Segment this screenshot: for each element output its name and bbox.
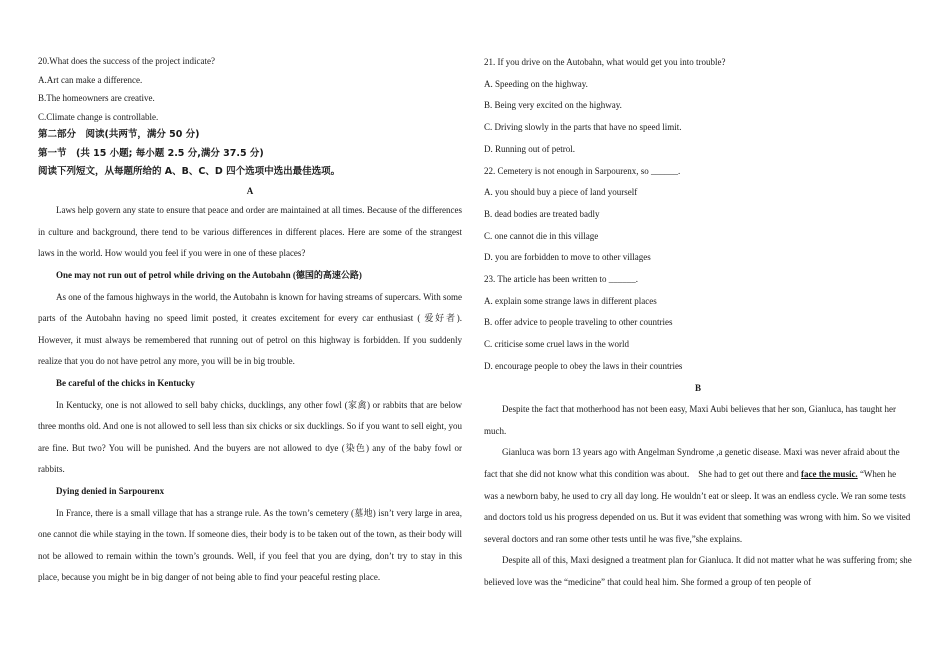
question-20-stem: 20.What does the success of the project indicate?	[38, 56, 215, 66]
question-20	[38, 52, 462, 126]
question-22-option-c: C. one cannot die in this village	[484, 230, 599, 241]
passage-a-heading-sarpourenx: Dying denied in Sarpourenx	[56, 485, 165, 496]
passage-b-paragraph-1: Despite the fact that motherhood has not been easy, Maxi Aubi believes that her son, Gianluca, has taught her much.	[484, 404, 897, 436]
underlined-phrase: face the music.	[800, 469, 858, 480]
question-23	[484, 269, 912, 378]
question-22-option-a: A. you should buy a piece of land yourself	[484, 187, 638, 198]
passage-a-paragraph-sarpourenx: In France, there is a small village that has a strange rule. As the town’s cemetery (墓地) isn’t very large in area, one cannot die while staying in the town. If someone dies, their body is to be taken out of the town, as their body will not be allowed to remain within the town’s grounds. Well, if you feel that you are dying, don’t try to stay in this place, because you might be in big danger of not being able to find your peaceful resting place.	[38, 507, 462, 583]
passage-b-label: B	[694, 382, 701, 393]
part2-title: 第二部分 阅读(共两节，满分 50 分)	[38, 129, 200, 141]
reading-instruction: 阅读下列短文，从每题所给的 A、B、C、D 四个选项中选出最佳选项。	[38, 166, 341, 178]
passage-b-paragraph-2-end: “When he was a newborn baby, he used to cry all day long. He wouldn’t eat or sleep. It was an endless cycle. We ran some tests and doctors told us his progress depended on us. But it was evident that something was wrong with him. So we visited several doctors and ran some other tests until he was five,”she explains.	[484, 469, 911, 544]
right-column	[484, 52, 912, 594]
question-23-stem: 23. The article has been written to ______.	[484, 274, 639, 285]
question-21-option-a: A. Speeding on the highway.	[484, 78, 588, 89]
question-23-option-a: A. explain some strange laws in different places	[484, 295, 657, 306]
passage-b-paragraph-2-start: Gianluca was born 13 years ago with Angelman Syndrome ,a genetic disease. Maxi was never afraid about the fact that she did not know what this condition was about. She had to get out there and	[484, 447, 900, 480]
passage-a-heading-kentucky: Be careful of the chicks in Kentucky	[56, 377, 195, 388]
question-23-option-c: C. criticise some cruel laws in the world	[484, 339, 629, 350]
question-23-option-d: D. encourage people to obey the laws in their countries	[484, 360, 683, 371]
question-22-option-d: D. you are forbidden to move to other villages	[484, 252, 651, 263]
passage-b-paragraph-2	[484, 442, 912, 550]
passage-b-paragraph-3: Despite all of this, Maxi designed a treatment plan for Gianluca. It did not matter what he was suffering from; she believed love was the “medicine” that could heal him. She formed a group of ten people of	[484, 555, 912, 587]
question-21-option-c: C. Driving slowly in the parts that have no speed limit.	[484, 122, 682, 133]
left-column	[38, 52, 462, 589]
question-20-option-b: B.The homeowners are creative.	[38, 93, 155, 104]
question-21-option-b: B. Being very excited on the highway.	[484, 100, 622, 111]
passage-a-heading-autobahn: One may not run out of petrol while driving on the Autobahn (德国的高速公路)	[56, 269, 362, 280]
question-23-option-b: B. offer advice to people traveling to other countries	[484, 317, 673, 328]
section1-title: 第一节 (共 15 小题; 每小题 2.5 分,满分 37.5 分)	[38, 147, 264, 159]
question-21-stem: 21. If you drive on the Autobahn, what would get you into trouble?	[484, 57, 726, 67]
question-20-option-c: C.Climate change is controllable.	[38, 111, 159, 122]
passage-a-label: A	[246, 185, 254, 196]
question-22-stem: 22. Cemetery is not enough in Sarpourenx, so ______.	[484, 165, 681, 176]
passage-a-paragraph-autobahn: As one of the famous highways in the world, the Autobahn is known for having streams of supercars. With some parts of the Autobahn having no speed limit posted, it creates excitement for every car enthusiast ( 爱好者). However, it must always be remembered that running out of petrol on this highway is forbidden. If you suddenly realize that you do not have petrol any more, you will be in big trouble.	[38, 291, 462, 367]
question-22-option-b: B. dead bodies are treated badly	[484, 208, 600, 219]
passage-a-paragraph-kentucky: In Kentucky, one is not allowed to sell baby chicks, ducklings, any other fowl (家禽) or rabbits that are below three months old. And one is not allowed to sell less than six chicks or six ducklings. So if you want to sell eight, you are fine. But two? You will be punished. And the buyers are not allowed to dye (染色) any of the baby fowl or rabbits.	[38, 399, 462, 475]
passage-a-intro: Laws help govern any state to ensure that peace and order are maintained at all times. Because of the differences in culture and background, there tend to be various differences in different places. Here are some of the strangest laws in the world. How would you feel if you were in one of these places?	[38, 205, 462, 259]
question-21	[484, 52, 912, 161]
question-20-option-a: A.Art can make a difference.	[38, 74, 143, 85]
question-21-option-d: D. Running out of petrol.	[484, 143, 575, 154]
question-22	[484, 161, 912, 270]
